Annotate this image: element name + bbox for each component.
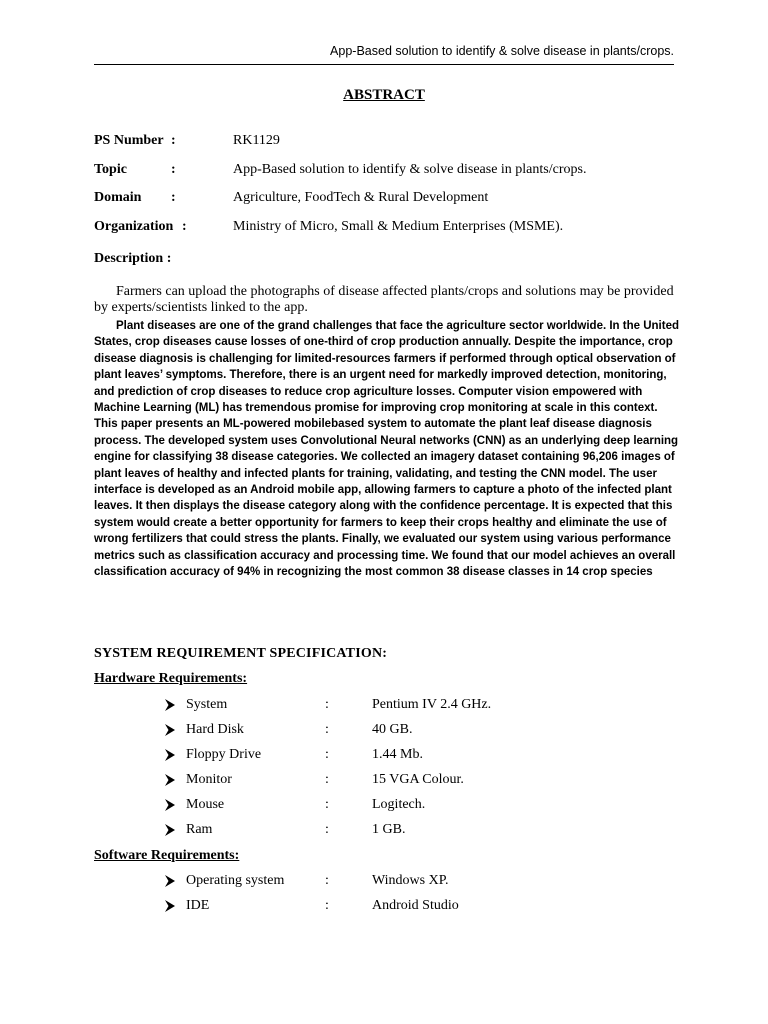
software-requirements-title: Software Requirements: — [94, 848, 240, 863]
arrowhead-bullet-icon — [163, 747, 177, 763]
description-label: Description : — [94, 251, 172, 266]
description-paragraph: Farmers can upload the photographs of disease affected plants/crops and solutions may be provided by experts/scientists linked to the app. — [94, 284, 674, 315]
requirement-label: System — [186, 697, 228, 712]
arrowhead-bullet-icon — [163, 697, 177, 713]
requirement-label: Floppy Drive — [186, 747, 262, 762]
requirement-colon: : — [325, 873, 329, 888]
requirement-value: Windows XP. — [372, 873, 449, 888]
list-item — [0, 747, 768, 767]
requirement-label: IDE — [186, 898, 210, 913]
field-label: Topic : — [94, 162, 176, 177]
list-item — [0, 772, 768, 792]
requirement-colon: : — [325, 747, 329, 762]
arrowhead-bullet-icon — [163, 772, 177, 788]
list-item — [0, 722, 768, 742]
hardware-requirements-title: Hardware Requirements: — [94, 671, 248, 686]
srs-title: SYSTEM REQUIREMENT SPECIFICATION: — [94, 646, 388, 661]
list-item — [0, 898, 768, 918]
field-label: PS Number : — [94, 133, 176, 148]
description-abstract-body: Plant diseases are one of the grand challenges that face the agriculture sector worldwide. In the United States, crop diseases cause losses of one-third of crop production annually. Despite the importance, crop disease diagnosis is challenging for limited-resources farmers if performed through optical observation of plant leaves’ symptoms. Therefore, there is an urgent need for markedly improved detection, monitoring, and prediction of crop diseases to reduce crop agriculture losses. Computer vision empowered with Machine Learning (ML) has tremendous promise for improving crop monitoring at scale in this context. This paper presents an ML-powered mobilebased system to automate the plant leaf disease diagnosis process. The developed system uses Convolutional Neural networks (CNN) as an underlying deep learning engine for classifying 38 disease categories. We collected an imagery dataset containing 96,206 images of plant leaves of healthy and infected plants for training, validating, and testing the CNN model. The user interface is developed as an Android mobile app, allowing farmers to capture a photo of the infected plant leaves. It then displays the disease category along with the confidence percentage. It is expected that this system would create a better opportunity for farmers to keep their crops healthy and eliminate the use of wrong fertilizers that could stress the plants. Finally, we evaluated our system using various performance metrics such as classification accuracy and processing time. We found that our model achieves an overall classification accuracy of 94% in recognizing the most common 38 disease classes in 14 crop species — [94, 320, 679, 579]
requirement-colon: : — [325, 697, 329, 712]
field-value: RK1129 — [233, 133, 280, 148]
requirement-label: Operating system — [186, 873, 285, 888]
list-item — [0, 873, 768, 893]
requirement-label: Hard Disk — [186, 722, 244, 737]
field-value: Agriculture, FoodTech & Rural Development — [233, 190, 489, 205]
requirement-value: 1 GB. — [372, 822, 406, 837]
requirement-value: Pentium IV 2.4 GHz. — [372, 697, 492, 712]
header-rule — [94, 64, 674, 65]
requirement-colon: : — [325, 822, 329, 837]
running-header: App-Based solution to identify & solve disease in plants/crops. — [330, 44, 674, 58]
requirement-colon: : — [325, 722, 329, 737]
requirement-colon: : — [325, 797, 329, 812]
requirement-value: Logitech. — [372, 797, 426, 812]
requirement-label: Mouse — [186, 797, 225, 812]
arrowhead-bullet-icon — [163, 797, 177, 813]
requirement-colon: : — [325, 772, 329, 787]
field-value: App-Based solution to identify & solve disease in plants/crops. — [233, 162, 587, 177]
list-item — [0, 822, 768, 842]
requirement-colon: : — [325, 898, 329, 913]
list-item — [0, 797, 768, 817]
requirement-value: 1.44 Mb. — [372, 747, 423, 762]
list-item — [0, 697, 768, 717]
arrowhead-bullet-icon — [163, 898, 177, 914]
arrowhead-bullet-icon — [163, 873, 177, 889]
abstract-title: ABSTRACT — [343, 87, 425, 103]
requirement-label: Monitor — [186, 772, 232, 787]
field-value: Ministry of Micro, Small & Medium Enterprises (MSME). — [233, 219, 564, 234]
arrowhead-bullet-icon — [163, 722, 177, 738]
requirement-value: 40 GB. — [372, 722, 413, 737]
requirement-label: Ram — [186, 822, 213, 837]
requirement-value: Android Studio — [372, 898, 459, 913]
arrowhead-bullet-icon — [163, 822, 177, 838]
field-label: Organization : — [94, 219, 187, 234]
requirement-value: 15 VGA Colour. — [372, 772, 464, 787]
field-label: Domain : — [94, 190, 176, 205]
